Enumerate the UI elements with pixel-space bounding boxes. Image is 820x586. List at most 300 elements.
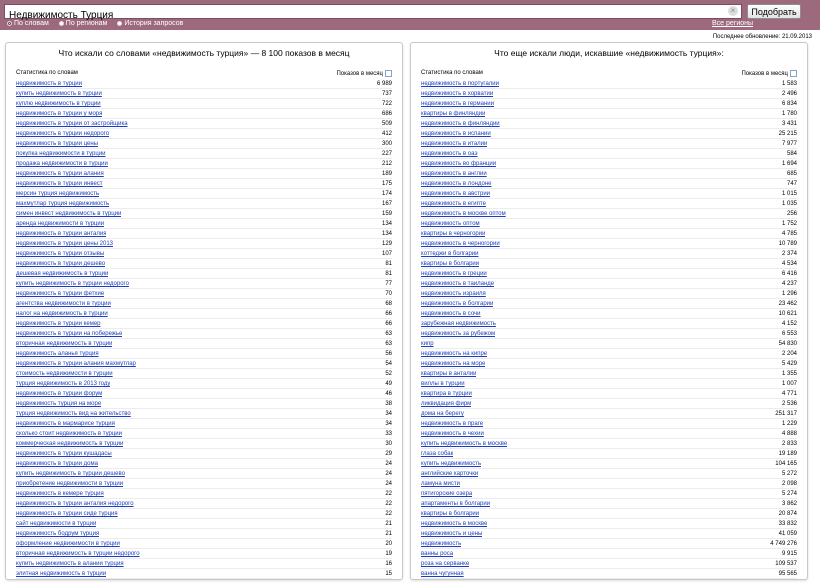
table-row [16,79,392,89]
phrase-link[interactable]: купить недвижимость в турции [16,91,102,97]
table-row [16,199,392,209]
table-row [16,289,392,299]
impressions-count: 686 [381,111,392,117]
radio-history[interactable] [117,20,183,27]
panel-words [5,42,403,580]
phrase-link[interactable]: недвижимость оптом [421,221,480,227]
radio-by-words[interactable] [7,20,49,27]
table-row [16,499,392,509]
table-row [421,229,797,239]
table-row [421,189,797,199]
phrase-link[interactable]: недвижимость в турции отзывы [16,251,105,257]
table-row [421,439,797,449]
phrase-link[interactable]: купить недвижимость в турции дешево [16,471,125,477]
phrase-link[interactable]: недвижимость в черногории [421,241,500,247]
impressions-count: 30 [385,441,392,447]
phrase-link[interactable]: недвижимость на море [421,361,486,367]
search-box [4,4,742,19]
phrase-link[interactable]: купить недвижимость в турции недорого [16,281,129,287]
impressions-count: 251 317 [775,411,797,417]
impressions-count: 38 [385,401,392,407]
table-row [421,399,797,409]
phrase-link[interactable]: квартиры в финляндии [421,111,486,117]
radio-label: По регионам [65,20,108,27]
phrase-link[interactable]: недвижимость турция на море [16,401,102,407]
phrase-link[interactable]: недвижимость в греции [421,271,487,277]
table-row [421,449,797,459]
impressions-count: 5 429 [781,361,797,367]
phrase-link[interactable]: недвижимость в англии [421,171,487,177]
impressions-count: 1 229 [781,421,797,427]
phrase-link[interactable]: коттеджи в болгарии [421,251,479,257]
impressions-count: 1 007 [781,381,797,387]
table-row [421,279,797,289]
phrase-link[interactable]: недвижимость в португалии [421,81,499,87]
impressions-count: 63 [385,341,392,347]
phrase-link[interactable]: недвижимость в италии [421,141,488,147]
table-row [16,209,392,219]
impressions-count: 412 [381,131,392,137]
impressions-count: 29 [385,451,392,457]
phrase-link[interactable]: недвижимость в германии [421,101,494,107]
table-row [16,509,392,519]
table-row [16,399,392,409]
phrase-link[interactable]: ликвидация фирм [421,401,472,407]
phrase-link[interactable]: куплю недвижимость в турции [16,101,101,107]
impressions-count: 81 [385,271,392,277]
table-row [421,149,797,159]
phrase-link[interactable]: виллы в турции [421,381,465,387]
column-header-count-label: Показов в месяц [741,71,788,78]
panel-title: Что еще искали люди, искавшие «недвижимость турция»: [494,48,724,58]
phrase-link[interactable]: дешевая недвижимость в турции [16,271,109,277]
impressions-count: 300 [381,141,392,147]
impressions-count: 167 [381,201,392,207]
impressions-count: 19 189 [778,451,797,457]
impressions-count: 4 771 [781,391,797,397]
phrase-list [16,79,392,579]
table-row [421,319,797,329]
impressions-count: 16 [385,561,392,567]
table-row [421,429,797,439]
phrase-link[interactable]: квартира в турции [421,391,472,397]
impressions-count: 1 296 [781,291,797,297]
phrase-link[interactable]: вторичная недвижимость в турции [16,341,113,347]
table-row [421,129,797,139]
phrase-link[interactable]: продажа недвижимости в турции [16,161,108,167]
column-header-count [336,70,392,78]
phrase-link[interactable]: недвижимость в турции дома [16,461,98,467]
table-row [421,289,797,299]
table-row [421,479,797,489]
phrase-link[interactable]: недвижимость в турции дешево [16,261,106,267]
table-row [16,149,392,159]
impressions-count: 9 915 [781,551,797,557]
impressions-count: 20 874 [778,511,797,517]
phrase-link[interactable]: недвижимость в турции алания [16,171,104,177]
table-row [16,469,392,479]
impressions-count: 5 274 [781,491,797,497]
phrase-link[interactable]: недвижимость в праге [421,421,484,427]
table-row [421,119,797,129]
phrase-link[interactable]: мерсин турция недвижимость [16,191,100,197]
impressions-count: 7 977 [781,141,797,147]
phrase-link[interactable]: квартиры в черногории [421,231,486,237]
table-row [421,269,797,279]
phrase-link[interactable]: недвижимость за рубежом [421,331,496,337]
phrase-link[interactable]: недвижимость [421,541,462,547]
table-row [16,479,392,489]
impressions-count: 109 537 [775,561,797,567]
impressions-count: 66 [385,321,392,327]
radio-label: По словам [14,20,49,27]
table-row [421,249,797,259]
phrase-link[interactable]: купить недвижимость [421,461,482,467]
phrase-link[interactable]: пятигорские озера [421,491,473,497]
table-row [16,449,392,459]
impressions-count: 81 [385,261,392,267]
table-row [16,239,392,249]
export-icon[interactable] [790,70,797,77]
impressions-count: 227 [381,151,392,157]
phrase-link[interactable]: агентства недвижимости в турции [16,301,111,307]
impressions-count: 6 989 [376,81,392,87]
phrase-link[interactable]: приобретение недвижимости в турции [16,481,124,487]
table-row [421,259,797,269]
table-row [421,499,797,509]
phrase-link[interactable]: недвижимость в турции форум [16,391,103,397]
impressions-count: 4 785 [781,231,797,237]
phrase-link[interactable]: недвижимость в турции цены [16,141,99,147]
phrase-link[interactable]: коммерческая недвижимость в турции [16,441,124,447]
phrase-link[interactable]: недвижимость в чехии [421,431,484,437]
impressions-count: 685 [786,171,797,177]
table-row [421,559,797,569]
impressions-count: 104 165 [775,461,797,467]
phrase-link[interactable]: оформление недвижимости в турции [16,541,120,547]
impressions-count: 10 789 [778,241,797,247]
phrase-link[interactable]: недвижимость в испании [421,131,491,137]
table-row [16,539,392,549]
table-row [421,309,797,319]
impressions-count: 56 [385,351,392,357]
table-row [421,539,797,549]
phrase-link[interactable]: недвижимость в турции на побережье [16,331,123,337]
radio-dot-icon [117,21,122,26]
impressions-count: 15 [385,571,392,577]
impressions-count: 1 752 [781,221,797,227]
impressions-count: 70 [385,291,392,297]
phrase-link[interactable]: глаза собак [421,451,454,457]
impressions-count: 2 098 [781,481,797,487]
impressions-count: 21 [385,531,392,537]
impressions-count: 6 553 [781,331,797,337]
phrase-link[interactable]: недвижимость в сочи [421,311,481,317]
table-row [16,329,392,339]
phrase-link[interactable]: квартиры в болгарии [421,261,480,267]
impressions-count: 77 [385,281,392,287]
impressions-count: 509 [381,121,392,127]
phrase-link[interactable]: стоимость недвижимости в турции [16,371,113,377]
table-row [421,409,797,419]
impressions-count: 34 [385,411,392,417]
table-row [16,179,392,189]
impressions-count: 747 [786,181,797,187]
impressions-count: 23 462 [778,301,797,307]
table-row [421,469,797,479]
impressions-count: 66 [385,311,392,317]
impressions-count: 4 534 [781,261,797,267]
top-search-bar [0,0,820,30]
impressions-count: 1 355 [781,371,797,377]
impressions-count: 2 536 [781,401,797,407]
table-row [16,99,392,109]
phrase-link[interactable]: недвижимость в турции кемер [16,321,101,327]
impressions-count: 189 [381,171,392,177]
impressions-count: 54 [385,361,392,367]
phrase-link[interactable]: роза на серванке [421,561,470,567]
impressions-count: 6 416 [781,271,797,277]
phrase-link[interactable]: налог на недвижимость в турции [16,311,108,317]
impressions-count: 174 [381,191,392,197]
impressions-count: 1 780 [781,111,797,117]
phrase-link[interactable]: элитная недвижимость в турции [16,571,107,577]
table-row [421,99,797,109]
radio-by-regions[interactable] [59,20,108,27]
table-row [16,429,392,439]
phrase-link[interactable]: недвижимость в турции цены 2013 [16,241,114,247]
column-header-phrase: Статистика по словам [421,70,483,76]
impressions-count: 159 [381,211,392,217]
phrase-link[interactable]: купить недвижимость в алании турция [16,561,124,567]
impressions-count: 33 832 [778,521,797,527]
phrase-link[interactable]: недвижимость бодрум турция [16,531,100,537]
submit-button[interactable]: Подобрать [747,4,801,19]
phrase-link[interactable]: недвижимость в турции фетхие [16,291,105,297]
table-row [16,279,392,289]
phrase-link[interactable]: покупка недвижимости в турции [16,151,106,157]
table-row [16,189,392,199]
impressions-count: 256 [786,211,797,217]
impressions-count: 134 [381,231,392,237]
impressions-count: 49 [385,381,392,387]
clear-icon[interactable]: × [728,6,738,16]
phrase-link[interactable]: махмутлар турция недвижимость [16,201,110,207]
impressions-count: 33 [385,431,392,437]
table-row [421,359,797,369]
radio-label: История запросов [124,20,184,27]
impressions-count: 107 [381,251,392,257]
phrase-link[interactable]: квартиры в анталии [421,371,477,377]
table-row [421,299,797,309]
impressions-count: 4 152 [781,321,797,327]
table-header [421,70,797,78]
impressions-count: 24 [385,471,392,477]
phrase-link[interactable]: недвижимость в австрии [421,191,491,197]
impressions-count: 2 833 [781,441,797,447]
table-row [421,79,797,89]
mode-radio-group [7,20,193,27]
panel-title: Что искали со словами «недвижимость турция» — 8 100 показов в месяц [58,48,350,58]
phrase-link[interactable]: ванны роса [421,551,454,557]
impressions-count: 24 [385,461,392,467]
table-row [421,369,797,379]
table-row [421,179,797,189]
table-row [16,169,392,179]
impressions-count: 4 237 [781,281,797,287]
phrase-link[interactable]: апартаменты в болгарии [421,501,491,507]
export-icon[interactable] [385,70,392,77]
table-row [421,329,797,339]
impressions-count: 52 [385,371,392,377]
table-row [16,229,392,239]
impressions-count: 4 888 [781,431,797,437]
table-row [421,219,797,229]
phrase-link[interactable]: недвижимость в турции кушадасы [16,451,112,457]
radio-dot-icon [59,21,64,26]
table-row [16,369,392,379]
table-row [16,129,392,139]
phrase-link[interactable]: английские карточки [421,471,479,477]
phrase-link[interactable]: недвижимость в турции недорого [16,131,110,137]
phrase-link[interactable]: симен инвест недвижимость в турции [16,211,122,217]
table-row [421,419,797,429]
phrase-link[interactable]: недвижимость в турции инвест [16,181,103,187]
phrase-link[interactable]: недвижимость в москве оптом [421,211,506,217]
table-row [421,549,797,559]
table-row [16,439,392,449]
impressions-count: 737 [381,91,392,97]
table-row [16,299,392,309]
table-row [421,89,797,99]
impressions-count: 134 [381,221,392,227]
table-row [421,169,797,179]
impressions-count: 212 [381,161,392,167]
impressions-count: 24 [385,481,392,487]
table-header [16,70,392,78]
phrase-link[interactable]: недвижимость в таиланде [421,281,495,287]
phrase-link[interactable]: недвижимость в мармарисе турция [16,421,115,427]
phrase-link[interactable]: дома на берегу [421,411,464,417]
phrase-link[interactable]: недвижимость в хорватии [421,91,494,97]
table-row [16,519,392,529]
radio-dot-icon [7,21,12,26]
table-row [16,409,392,419]
table-row [16,139,392,149]
phrase-link[interactable]: недвижимость в турции [16,81,83,87]
phrase-link[interactable]: ламуна мисти [421,481,460,487]
all-regions-link[interactable]: Все регионы [712,20,754,27]
impressions-count: 2 204 [781,351,797,357]
table-row [16,489,392,499]
table-row [421,159,797,169]
table-row [16,269,392,279]
phrase-link[interactable]: турция недвижимость в 2013 году [16,381,111,387]
impressions-count: 20 [385,541,392,547]
impressions-count: 41 059 [778,531,797,537]
last-updated: Последнее обновление: 21.09.2013 [712,34,812,40]
impressions-count: 1 583 [781,81,797,87]
phrase-link[interactable]: недвижимость в лондоне [421,181,492,187]
phrase-link[interactable]: недвижимость аланья турция [16,351,99,357]
impressions-count: 722 [381,101,392,107]
phrase-link[interactable]: недвижимость в москве [421,521,488,527]
impressions-count: 54 830 [778,341,797,347]
table-row [16,309,392,319]
impressions-count: 175 [381,181,392,187]
impressions-count: 22 [385,511,392,517]
impressions-count: 22 [385,491,392,497]
table-row [16,249,392,259]
phrase-link[interactable]: недвижимость в турции от застройщика [16,121,128,127]
phrase-link[interactable]: недвижимость и цены [421,531,483,537]
table-row [421,209,797,219]
table-row [16,319,392,329]
phrase-link[interactable]: недвижимость израиля [421,291,486,297]
table-row [16,109,392,119]
table-row [421,349,797,359]
phrase-link[interactable]: недвижимость в оаэ [421,151,478,157]
phrase-link[interactable]: недвижимость в болгарии [421,301,494,307]
table-row [16,419,392,429]
table-row [421,569,797,579]
phrase-link[interactable]: турция недвижимость вид на жительство [16,411,131,417]
phrase-link[interactable]: аренда недвижимости в турции [16,221,105,227]
table-row [421,389,797,399]
impressions-count: 4 749 276 [770,541,797,547]
phrase-link[interactable]: вторичная недвижимость в турции недорого [16,551,140,557]
impressions-count: 10 621 [778,311,797,317]
phrase-link[interactable]: ванна чугунная [421,571,464,577]
phrase-link[interactable]: недвижимость в турции анталия недорого [16,501,134,507]
phrase-link[interactable]: недвижимость в египте [421,201,486,207]
phrase-link[interactable]: квартиры в болгарии [421,511,480,517]
phrase-link[interactable]: недвижимость в финляндии [421,121,500,127]
phrase-link[interactable]: недвижимость во франции [421,161,497,167]
phrase-link[interactable]: недвижимость на кипре [421,351,488,357]
table-row [421,489,797,499]
phrase-link[interactable]: сайт недвижимости в турции [16,521,97,527]
table-row [421,379,797,389]
phrase-link[interactable]: недвижимость в кемере турция [16,491,104,497]
table-row [16,529,392,539]
impressions-count: 584 [786,151,797,157]
phrase-link[interactable]: недвижимость в турции у моря [16,111,103,117]
impressions-count: 3 431 [781,121,797,127]
table-row [421,459,797,469]
phrase-link[interactable]: недвижимость в турции анталия [16,231,107,237]
phrase-link[interactable]: недвижимость в турции сиде турция [16,511,118,517]
phrase-link[interactable]: зарубежная недвижимость [421,321,496,327]
impressions-count: 25 215 [778,131,797,137]
phrase-link[interactable]: недвижимость в турции алания махмутлар [16,361,136,367]
phrase-link[interactable]: кипр [421,341,434,347]
table-row [16,119,392,129]
impressions-count: 22 [385,501,392,507]
phrase-link[interactable]: сколько стоит недвижимость в турции [16,431,123,437]
impressions-count: 21 [385,521,392,527]
table-row [421,199,797,209]
impressions-count: 6 834 [781,101,797,107]
impressions-count: 46 [385,391,392,397]
table-row [16,339,392,349]
impressions-count: 1 015 [781,191,797,197]
column-header-phrase: Статистика по словам [16,70,78,76]
phrase-link[interactable]: купить недвижимость в москве [421,441,508,447]
impressions-count: 34 [385,421,392,427]
table-row [16,389,392,399]
impressions-count: 129 [381,241,392,247]
